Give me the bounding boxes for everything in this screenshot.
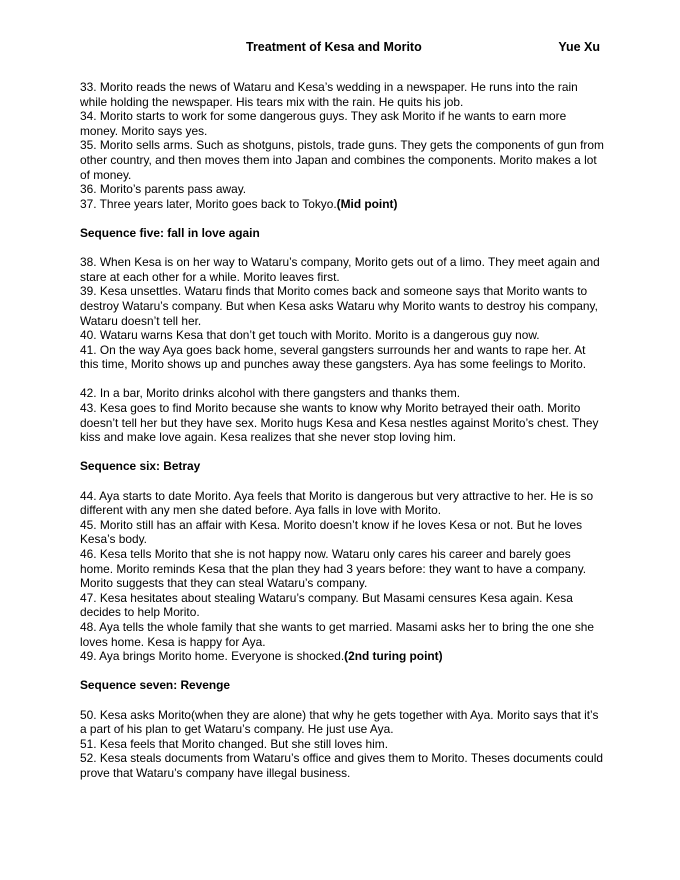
paragraph-46: 46. Kesa tells Morito that she is not happy now. Wataru only cares his career and barely goes home. Morito reminds Kesa that the plan they had 3 years before: they want to have a company. Morito suggests that they can steal Wataru’s company. [80,547,587,591]
sequence-seven-heading: Sequence seven: Revenge [80,678,231,693]
paragraph-36: 36. Morito’s parents pass away. [80,182,247,197]
midpoint-label: (Mid point) [336,196,398,211]
paragraph-45: 45. Morito still has an affair with Kesa. Morito doesn’t know if he loves Kesa or not. But he loves Kesa’s body. [80,517,583,547]
paragraph-49-text: 49. Aya brings Morito home. Everyone is shocked. [80,649,345,664]
paragraph-43: 43. Kesa goes to find Morito because she wants to know why Morito betrayed their oath. Morito doesn’t tell her but they have sex. Morito hugs Kesa and Kesa nestles against Morito’s chest. They kiss and make love again. Kesa realizes that she never stop loving him. [80,401,599,445]
paragraph-42: 42. In a bar, Morito drinks alcohol with there gangsters and thanks them. [80,386,461,401]
sequence-five-heading: Sequence five: fall in love again [80,225,260,240]
turning-point-label: (2nd turing point) [344,649,443,664]
paragraph-40: 40. Wataru warns Kesa that don’t get touch with Morito. Morito is a dangerous guy now. [80,328,540,343]
paragraph-39: 39. Kesa unsettles. Wataru finds that Morito comes back and someone says that Morito wants to destroy Wataru’s company. But when Kesa asks Wataru why Morito wants to destroy his company, Wataru doesn’t tell her. [80,284,598,328]
paragraph-47: 47. Kesa hesitates about stealing Wataru’s company. But Masami censures Kesa again. Kesa decides to help Morito. [80,590,573,620]
paragraph-44: 44. Aya starts to date Morito. Aya feels that Morito is dangerous but very attractive to her. He is so different with any men she dated before. Aya falls in love with Morito. [80,488,594,518]
paragraph-37-text: 37. Three years later, Morito goes back to Tokyo. [80,196,337,211]
paragraph-52: 52. Kesa steals documents from Wataru’s office and gives them to Morito. Theses documents could prove that Wataru’s company have illegal business. [80,751,604,780]
author-name: Yue Xu [558,40,600,54]
paragraph-49 [80,649,605,664]
document-body [80,80,605,781]
document-title: Treatment of Kesa and Morito [246,40,422,54]
paragraph-48: 48. Aya tells the whole family that she wants to get married. Masami asks her to bring the one she loves home. Kesa is happy for Aya. [80,619,594,649]
paragraph-41: 41. On the way Aya goes back home, several gangsters surrounds her and wants to rape her. At this time, Morito shows up and punches away these gangsters. Aya has some feelings to Morito. [80,342,587,372]
sequence-six-heading: Sequence six: Betray [80,459,201,474]
paragraph-37 [80,197,605,212]
paragraph-33: 33. Morito reads the news of Wataru and Kesa’s wedding in a newspaper. He runs into the rain while holding the newspaper. His tears mix with the rain. He quits his job. [80,80,578,109]
paragraph-38: 38. When Kesa is on her way to Wataru’s company, Morito gets out of a limo. They meet again and stare at each other for a while. Morito leaves first. [80,255,600,284]
paragraph-50: 50. Kesa asks Morito(when they are alone) that why he gets together with Aya. Morito says that it’s a part of his plan to get Wataru’s company. He just use Aya. [80,707,599,737]
paragraph-51: 51. Kesa feels that Morito changed. But she still loves him. [80,736,388,751]
paragraph-35: 35. Morito sells arms. Such as shotguns, pistols, trade guns. They gets the components of gun from other country, and then moves them into Japan and combines the components. Morito makes a lot of money. [80,138,604,182]
page-header [80,40,600,56]
paragraph-34: 34. Morito starts to work for some dangerous guys. They ask Morito if he wants to earn more money. Morito says yes. [80,109,567,138]
